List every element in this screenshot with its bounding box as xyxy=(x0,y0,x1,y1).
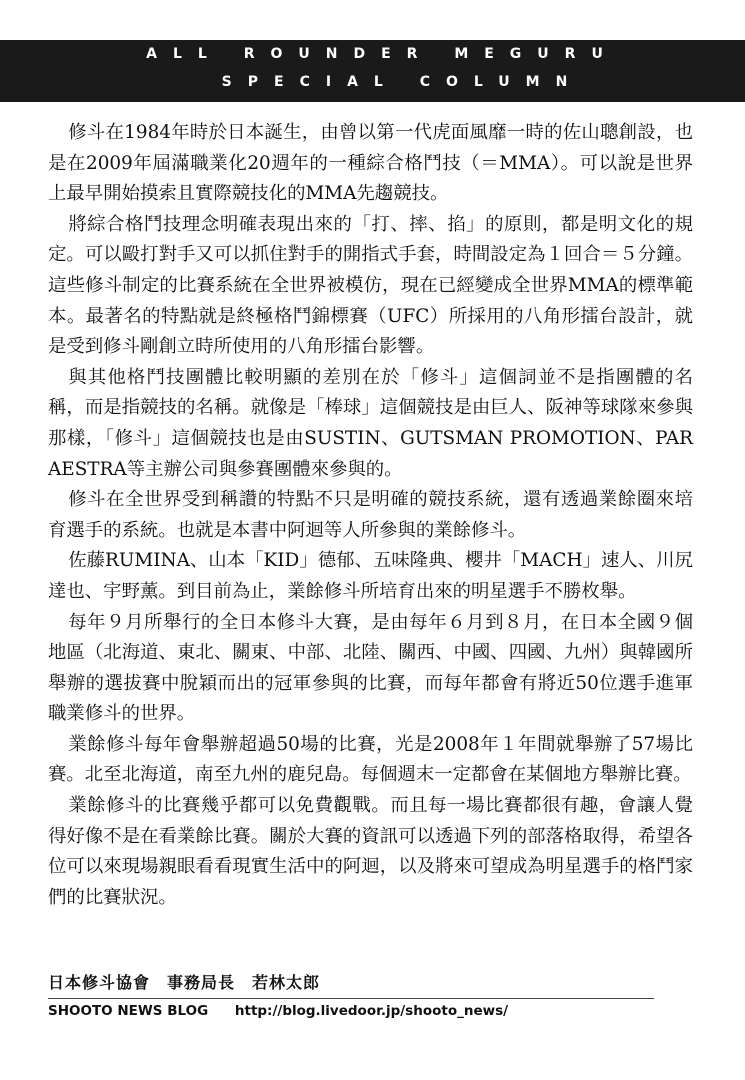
paragraph-7: 業餘修斗每年會舉辦超過50場的比賽，光是2008年１年間就舉辦了57場比賽。北至北海道，南至九州的鹿兒島。每個週末一定都會在某個地方舉辦比賽。 xyxy=(48,733,693,786)
footer-divider xyxy=(48,998,654,999)
column-body xyxy=(48,118,693,913)
author-signature: 日本修斗協會 事務局長 若林太郎 xyxy=(48,973,321,992)
paragraph-3: 與其他格鬥技團體比較明顯的差別在於「修斗」這個詞並不是指團體的名稱，而是指競技的名稱。就像是「棒球」這個競技是由巨人、阪神等球隊來參與那樣，「修斗」這個競技也是由SUSTIN、GUTSMAN PROMOTION、PARAESTRA等主辦公司與參賽團體來參與的。 xyxy=(48,366,693,480)
paragraph-4: 修斗在全世界受到稱讚的特點不只是明確的競技系統，還有透過業餘圈來培育選手的系統。也就是本書中阿迴等人所參與的業餘修斗。 xyxy=(48,489,693,541)
paragraph-6: 每年９月所舉行的全日本修斗大賽，是由每年６月到８月，在日本全國９個地區（北海道、東北、關東、中部、北陸、關西、中國、四國、九州）與韓國所舉辦的選拔賽中脫穎而出的冠軍參與的比賽，而每年都會有將近50位選手進軍職業修斗的世界。 xyxy=(48,611,693,725)
paragraph-8: 業餘修斗的比賽幾乎都可以免費觀戰。而且每一場比賽都很有趣，會讓人覺得好像不是在看業餘比賽。關於大賽的資訊可以透過下列的部落格取得，希望各位可以來現場親眼看看現實生活中的阿迴，以及將來可望成為明星選手的格鬥家們的比賽狀況。 xyxy=(48,795,693,908)
blog-url[interactable]: http://blog.livedoor.jp/shooto_news/ xyxy=(234,1003,509,1019)
paragraph-2: 將綜合格鬥技理念明確表現出來的「打、摔、掐」的原則，都是明文化的規定。可以毆打對手又可以抓住對手的開指式手套，時間設定為１回合＝５分鐘。這些修斗制定的比賽系統在全世界被模仿，現在已經變成全世界MMA的標準範本。最著名的特點就是終極格鬥錦標賽（UFC）所採用的八角形擂台設計，就是受到修斗剛創立時所使用的八角形擂台影響。 xyxy=(48,213,693,358)
header-subtitle: SPECIAL COLUMN xyxy=(221,74,584,90)
header-title: ALL ROUNDER MEGURU xyxy=(146,46,619,62)
blog-label: SHOOTO NEWS BLOG xyxy=(48,1003,209,1019)
paragraph-1: 修斗在1984年時於日本誕生，由曾以第一代虎面風靡一時的佐山聰創設，也是在2009年屆滿職業化20週年的一種綜合格鬥技（＝MMA）。可以說是世界上最早開始摸索且實際競技化的MMA先趨競技。 xyxy=(48,122,693,205)
paragraph-5: 佐藤RUMINA、山本「KID」德郁、五味隆典、櫻井「MACH」速人、川尻達也、宇野薰。到目前為止，業餘修斗所培育出來的明星選手不勝枚舉。 xyxy=(48,550,693,602)
blog-reference xyxy=(48,1003,508,1019)
column-header-banner xyxy=(0,40,745,102)
